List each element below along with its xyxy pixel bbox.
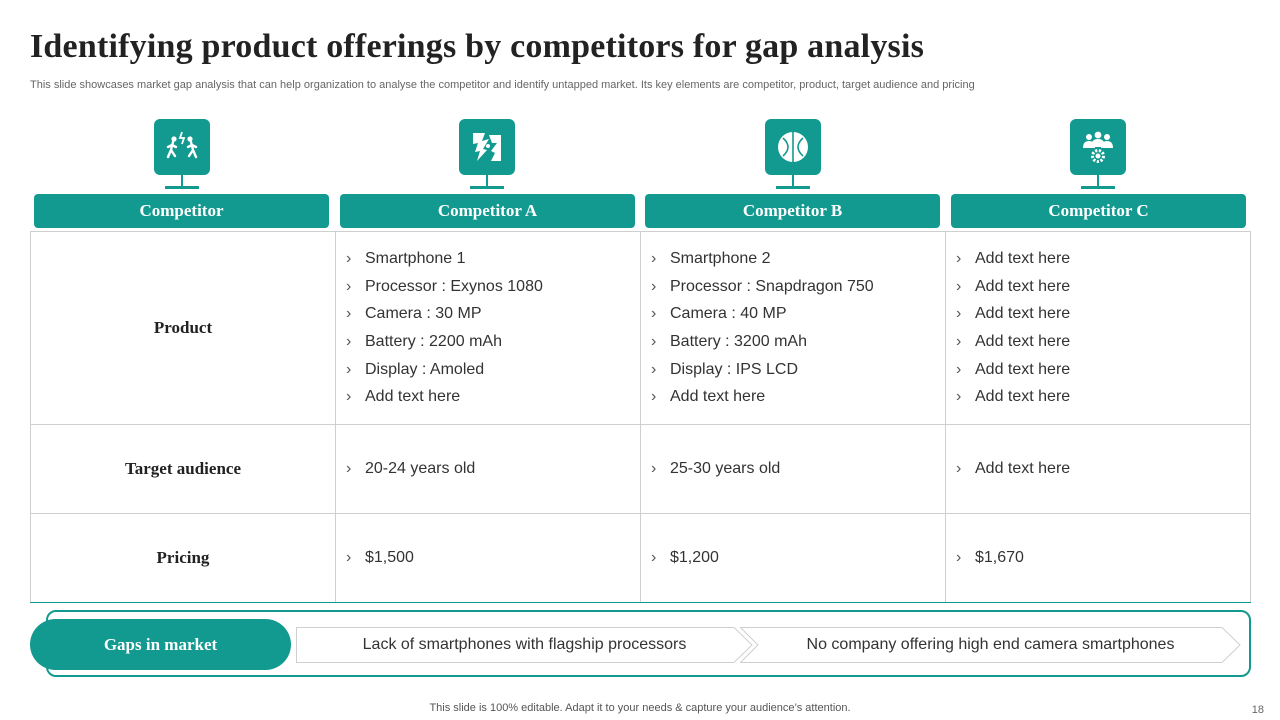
- list-item: › Smartphone 1: [346, 245, 640, 273]
- list-item: › Display : Amoled: [346, 356, 640, 384]
- slide-title: Identifying product offerings by competitors for gap analysis: [30, 28, 925, 65]
- gap-item-2: [740, 627, 1241, 663]
- list-item: › Processor : Exynos 1080: [346, 273, 640, 301]
- gap-item-1: [296, 627, 753, 663]
- list-item: › Add text here: [956, 356, 1250, 384]
- cell-audience-competitor-c: [946, 425, 1251, 514]
- table-row-pricing: [31, 514, 1251, 603]
- list-item: › Camera : 40 MP: [651, 300, 945, 328]
- row-label-pricing: Pricing: [31, 514, 336, 603]
- list-item: › Add text here: [346, 383, 640, 411]
- slide-subtitle: This slide showcases market gap analysis that can help organization to analyse the competitor and identify untapped market. Its key elements are competitor, product, target audience and pricing: [30, 79, 975, 91]
- gaps-label: Gaps in market: [30, 619, 291, 670]
- cell-product-competitor-a: [336, 232, 641, 425]
- list-item: › 25-30 years old: [651, 455, 945, 483]
- team-gear-icon: [1079, 128, 1117, 166]
- list-item: › Add text here: [956, 245, 1250, 273]
- column-header-competitor-b: Competitor B: [645, 194, 940, 228]
- list-item: › $1,500: [346, 544, 640, 572]
- cell-audience-competitor-b: [641, 425, 946, 514]
- cell-pricing-competitor-c: [946, 514, 1251, 603]
- column-header-competitor: Competitor: [34, 194, 329, 228]
- list-item: › Smartphone 2: [651, 245, 945, 273]
- page-number: 18: [1251, 704, 1264, 716]
- list-item: › Add text here: [956, 300, 1250, 328]
- table-row-target-audience: [31, 425, 1251, 514]
- list-item: › Add text here: [651, 383, 945, 411]
- icon-competitor-a: [459, 119, 515, 191]
- list-item: › $1,200: [651, 544, 945, 572]
- row-label-product: Product: [31, 232, 336, 425]
- cell-product-competitor-c: [946, 232, 1251, 425]
- icon-competitor-b: [765, 119, 821, 191]
- cell-pricing-competitor-a: [336, 514, 641, 603]
- table-row-product: [31, 232, 1251, 425]
- list-item: › Camera : 30 MP: [346, 300, 640, 328]
- list-item: › Display : IPS LCD: [651, 356, 945, 384]
- ball-icon: [774, 128, 812, 166]
- list-item: › $1,670: [956, 544, 1250, 572]
- footer-note: This slide is 100% editable. Adapt it to your needs & capture your audience’s attention.: [429, 702, 851, 714]
- column-header-competitor-a: Competitor A: [340, 194, 635, 228]
- cell-audience-competitor-a: [336, 425, 641, 514]
- row-label-target-audience: Target audience: [31, 425, 336, 514]
- running-people-icon: [164, 129, 200, 165]
- gap-item-text: No company offering high end camera smartphones: [806, 636, 1175, 653]
- comparison-table: [30, 231, 1251, 603]
- list-item: › Battery : 3200 mAh: [651, 328, 945, 356]
- gap-item-text: Lack of smartphones with flagship processors: [362, 636, 687, 653]
- icon-competitor: [154, 119, 210, 191]
- icon-competitor-c: [1070, 119, 1126, 191]
- cell-product-competitor-b: [641, 232, 946, 425]
- list-item: › 20-24 years old: [346, 455, 640, 483]
- column-header-competitor-c: Competitor C: [951, 194, 1246, 228]
- list-item: › Processor : Snapdragon 750: [651, 273, 945, 301]
- list-item: › Add text here: [956, 328, 1250, 356]
- cell-pricing-competitor-b: [641, 514, 946, 603]
- breakthrough-icon: [469, 129, 505, 165]
- list-item: › Add text here: [956, 273, 1250, 301]
- list-item: › Battery : 2200 mAh: [346, 328, 640, 356]
- list-item: › Add text here: [956, 383, 1250, 411]
- list-item: › Add text here: [956, 455, 1250, 483]
